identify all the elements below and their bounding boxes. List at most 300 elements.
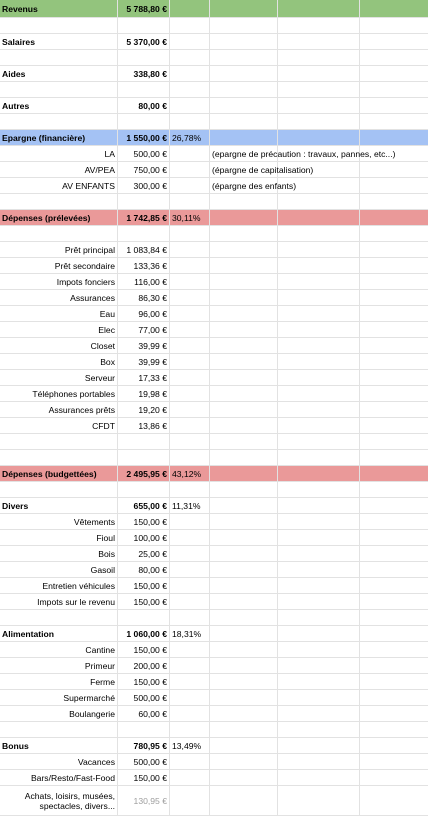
row-amount[interactable] bbox=[118, 338, 170, 353]
row-note[interactable] bbox=[210, 322, 278, 337]
row-label[interactable] bbox=[0, 114, 118, 129]
row-label[interactable] bbox=[0, 530, 118, 545]
row-note[interactable] bbox=[210, 498, 278, 513]
row-amount[interactable] bbox=[118, 66, 170, 81]
row-percentage[interactable] bbox=[170, 418, 210, 433]
empty-cell[interactable] bbox=[360, 690, 428, 705]
row-percentage[interactable] bbox=[170, 130, 210, 145]
empty-cell[interactable] bbox=[278, 34, 360, 49]
row-amount[interactable] bbox=[118, 194, 170, 209]
row-label[interactable] bbox=[0, 50, 118, 65]
row-label[interactable] bbox=[0, 626, 118, 641]
row-percentage[interactable] bbox=[170, 66, 210, 81]
empty-cell[interactable] bbox=[278, 290, 360, 305]
row-amount[interactable] bbox=[118, 754, 170, 769]
row-note[interactable] bbox=[210, 130, 278, 145]
row-note[interactable] bbox=[210, 18, 278, 33]
row-percentage[interactable] bbox=[170, 658, 210, 673]
row-percentage[interactable] bbox=[170, 210, 210, 225]
empty-cell[interactable] bbox=[278, 50, 360, 65]
row-amount[interactable] bbox=[118, 354, 170, 369]
row-note[interactable] bbox=[210, 274, 278, 289]
row-label[interactable] bbox=[0, 226, 118, 241]
row-label[interactable] bbox=[0, 738, 118, 753]
empty-cell[interactable] bbox=[278, 578, 360, 593]
row-note[interactable] bbox=[210, 514, 278, 529]
empty-cell[interactable] bbox=[278, 306, 360, 321]
row-label[interactable] bbox=[0, 706, 118, 721]
row-note[interactable] bbox=[210, 98, 278, 113]
empty-cell[interactable] bbox=[278, 706, 360, 721]
row-label[interactable] bbox=[0, 354, 118, 369]
row-amount[interactable] bbox=[118, 706, 170, 721]
empty-cell[interactable] bbox=[360, 66, 428, 81]
empty-cell[interactable] bbox=[278, 338, 360, 353]
empty-cell[interactable] bbox=[360, 466, 428, 481]
row-percentage[interactable] bbox=[170, 258, 210, 273]
empty-cell[interactable] bbox=[360, 514, 428, 529]
empty-cell[interactable] bbox=[278, 562, 360, 577]
row-amount[interactable] bbox=[118, 146, 170, 161]
row-label[interactable] bbox=[0, 498, 118, 513]
empty-cell[interactable] bbox=[360, 34, 428, 49]
row-note[interactable] bbox=[210, 690, 278, 705]
row-percentage[interactable] bbox=[170, 178, 210, 193]
row-percentage[interactable] bbox=[170, 306, 210, 321]
row-amount[interactable] bbox=[118, 306, 170, 321]
row-amount[interactable] bbox=[118, 530, 170, 545]
row-label[interactable] bbox=[0, 674, 118, 689]
empty-cell[interactable] bbox=[360, 722, 428, 737]
row-note[interactable] bbox=[210, 386, 278, 401]
row-note[interactable] bbox=[210, 210, 278, 225]
row-label[interactable] bbox=[0, 594, 118, 609]
empty-cell[interactable] bbox=[360, 290, 428, 305]
row-note[interactable] bbox=[210, 482, 278, 497]
empty-cell[interactable] bbox=[360, 594, 428, 609]
row-amount[interactable] bbox=[118, 258, 170, 273]
row-percentage[interactable] bbox=[170, 370, 210, 385]
row-label-text: Bois bbox=[98, 548, 115, 559]
row-note[interactable] bbox=[210, 786, 278, 815]
row-note[interactable] bbox=[210, 258, 278, 273]
empty-cell[interactable] bbox=[278, 386, 360, 401]
row-label[interactable] bbox=[0, 482, 118, 497]
row-note[interactable] bbox=[210, 658, 278, 673]
row-percentage[interactable] bbox=[170, 386, 210, 401]
empty-cell[interactable] bbox=[278, 66, 360, 81]
empty-cell[interactable] bbox=[360, 610, 428, 625]
empty-cell[interactable] bbox=[360, 242, 428, 257]
row-note[interactable] bbox=[210, 770, 278, 785]
row-note[interactable] bbox=[210, 562, 278, 577]
row-label[interactable] bbox=[0, 786, 118, 815]
row-note[interactable] bbox=[210, 402, 278, 417]
empty-cell[interactable] bbox=[360, 274, 428, 289]
row-label[interactable] bbox=[0, 0, 118, 17]
row-percentage[interactable] bbox=[170, 562, 210, 577]
row-percentage[interactable] bbox=[170, 434, 210, 449]
row-amount[interactable] bbox=[118, 386, 170, 401]
row-label[interactable] bbox=[0, 178, 118, 193]
empty-cell[interactable] bbox=[278, 242, 360, 257]
row-amount[interactable] bbox=[118, 642, 170, 657]
row-amount[interactable] bbox=[118, 18, 170, 33]
row-note[interactable] bbox=[210, 242, 278, 257]
empty-cell[interactable] bbox=[278, 514, 360, 529]
empty-cell[interactable] bbox=[278, 786, 360, 815]
row-percentage[interactable] bbox=[170, 450, 210, 465]
row-note[interactable] bbox=[210, 674, 278, 689]
empty-cell[interactable] bbox=[360, 738, 428, 753]
row-amount[interactable] bbox=[118, 402, 170, 417]
empty-cell[interactable] bbox=[278, 226, 360, 241]
empty-cell[interactable] bbox=[278, 274, 360, 289]
empty-cell[interactable] bbox=[278, 754, 360, 769]
row-percentage[interactable] bbox=[170, 194, 210, 209]
row-amount[interactable] bbox=[118, 738, 170, 753]
row-amount[interactable] bbox=[118, 114, 170, 129]
empty-cell[interactable] bbox=[360, 386, 428, 401]
row-note[interactable] bbox=[210, 530, 278, 545]
row-amount[interactable] bbox=[118, 50, 170, 65]
empty-cell[interactable] bbox=[278, 210, 360, 225]
empty-cell[interactable] bbox=[360, 82, 428, 97]
row-amount[interactable] bbox=[118, 594, 170, 609]
row-note[interactable] bbox=[210, 706, 278, 721]
row-percentage[interactable] bbox=[170, 242, 210, 257]
row-label[interactable] bbox=[0, 754, 118, 769]
row-amount[interactable] bbox=[118, 130, 170, 145]
row-note[interactable] bbox=[210, 194, 278, 209]
row-percentage[interactable] bbox=[170, 578, 210, 593]
empty-cell[interactable] bbox=[360, 402, 428, 417]
row-note[interactable] bbox=[210, 66, 278, 81]
empty-cell[interactable] bbox=[360, 546, 428, 561]
row-amount[interactable] bbox=[118, 370, 170, 385]
row-percentage[interactable] bbox=[170, 82, 210, 97]
row-label[interactable] bbox=[0, 402, 118, 417]
row-percentage[interactable] bbox=[170, 786, 210, 815]
empty-cell[interactable] bbox=[278, 690, 360, 705]
row-amount[interactable] bbox=[118, 34, 170, 49]
empty-cell[interactable] bbox=[278, 530, 360, 545]
row-note[interactable] bbox=[210, 354, 278, 369]
empty-cell[interactable] bbox=[360, 210, 428, 225]
row-amount[interactable] bbox=[118, 610, 170, 625]
row-percentage[interactable] bbox=[170, 114, 210, 129]
row-percentage[interactable] bbox=[170, 770, 210, 785]
row-percentage[interactable] bbox=[170, 626, 210, 641]
row-note[interactable] bbox=[210, 0, 278, 17]
row-percentage[interactable] bbox=[170, 402, 210, 417]
empty-cell[interactable] bbox=[360, 338, 428, 353]
row-label[interactable] bbox=[0, 98, 118, 113]
row-amount[interactable] bbox=[118, 626, 170, 641]
row-label[interactable] bbox=[0, 658, 118, 673]
row-label[interactable] bbox=[0, 194, 118, 209]
row-label[interactable] bbox=[0, 18, 118, 33]
empty-cell[interactable] bbox=[278, 98, 360, 113]
row-amount[interactable] bbox=[118, 674, 170, 689]
row-note[interactable] bbox=[210, 114, 278, 129]
row-amount[interactable] bbox=[118, 690, 170, 705]
empty-cell[interactable] bbox=[278, 594, 360, 609]
row-note[interactable] bbox=[210, 146, 396, 161]
empty-cell[interactable] bbox=[360, 354, 428, 369]
row-note[interactable] bbox=[210, 466, 278, 481]
row-note[interactable] bbox=[210, 370, 278, 385]
row-note[interactable] bbox=[210, 642, 278, 657]
row-note[interactable] bbox=[210, 754, 278, 769]
row-label[interactable] bbox=[0, 610, 118, 625]
row-label[interactable] bbox=[0, 386, 118, 401]
row-label[interactable] bbox=[0, 242, 118, 257]
empty-cell[interactable] bbox=[360, 754, 428, 769]
row-note[interactable] bbox=[210, 626, 278, 641]
row-amount[interactable] bbox=[118, 322, 170, 337]
empty-cell[interactable] bbox=[278, 402, 360, 417]
row-label[interactable] bbox=[0, 466, 118, 481]
row-percentage[interactable] bbox=[170, 706, 210, 721]
row-note[interactable] bbox=[210, 162, 314, 177]
row-amount[interactable] bbox=[118, 722, 170, 737]
empty-cell[interactable] bbox=[278, 0, 360, 17]
empty-cell[interactable] bbox=[360, 706, 428, 721]
row-note[interactable] bbox=[210, 34, 278, 49]
row-note[interactable] bbox=[210, 418, 278, 433]
row-amount[interactable] bbox=[118, 770, 170, 785]
empty-cell[interactable] bbox=[360, 642, 428, 657]
row-amount[interactable] bbox=[118, 658, 170, 673]
empty-cell[interactable] bbox=[360, 450, 428, 465]
row-percentage[interactable] bbox=[170, 674, 210, 689]
row-label[interactable] bbox=[0, 418, 118, 433]
empty-cell[interactable] bbox=[278, 626, 360, 641]
row-percentage[interactable] bbox=[170, 498, 210, 513]
empty-cell[interactable] bbox=[360, 674, 428, 689]
empty-cell[interactable] bbox=[360, 162, 428, 177]
row-amount[interactable] bbox=[118, 450, 170, 465]
row-percentage[interactable] bbox=[170, 610, 210, 625]
row-note[interactable] bbox=[210, 306, 278, 321]
row-amount[interactable] bbox=[118, 546, 170, 561]
row-percentage[interactable] bbox=[170, 290, 210, 305]
row-note[interactable] bbox=[210, 450, 278, 465]
row-percentage[interactable] bbox=[170, 530, 210, 545]
row-label[interactable] bbox=[0, 34, 118, 49]
empty-cell[interactable] bbox=[360, 322, 428, 337]
row-note[interactable] bbox=[210, 226, 278, 241]
row-percentage[interactable] bbox=[170, 98, 210, 113]
row-percentage[interactable] bbox=[170, 738, 210, 753]
empty-cell[interactable] bbox=[360, 226, 428, 241]
empty-cell[interactable] bbox=[278, 642, 360, 657]
row-label[interactable] bbox=[0, 306, 118, 321]
row-note[interactable] bbox=[210, 722, 278, 737]
row-percentage[interactable] bbox=[170, 338, 210, 353]
row-note[interactable] bbox=[210, 82, 278, 97]
row-label[interactable] bbox=[0, 578, 118, 593]
empty-cell[interactable] bbox=[360, 306, 428, 321]
row-amount[interactable] bbox=[118, 178, 170, 193]
row-label[interactable] bbox=[0, 162, 118, 177]
empty-cell[interactable] bbox=[360, 530, 428, 545]
empty-cell[interactable] bbox=[360, 626, 428, 641]
empty-cell[interactable] bbox=[360, 418, 428, 433]
row-amount[interactable] bbox=[118, 578, 170, 593]
row-amount[interactable] bbox=[118, 274, 170, 289]
empty-cell[interactable] bbox=[360, 130, 428, 145]
row-note[interactable] bbox=[210, 434, 278, 449]
empty-cell[interactable] bbox=[278, 322, 360, 337]
row-amount[interactable] bbox=[118, 210, 170, 225]
empty-cell[interactable] bbox=[278, 466, 360, 481]
row-label[interactable] bbox=[0, 562, 118, 577]
row-amount[interactable] bbox=[118, 98, 170, 113]
row-label[interactable] bbox=[0, 130, 118, 145]
row-label[interactable] bbox=[0, 690, 118, 705]
empty-cell[interactable] bbox=[360, 482, 428, 497]
row-note[interactable] bbox=[210, 610, 278, 625]
row-label[interactable] bbox=[0, 450, 118, 465]
row-amount[interactable] bbox=[118, 786, 170, 815]
row-percentage[interactable] bbox=[170, 546, 210, 561]
row-label[interactable] bbox=[0, 514, 118, 529]
row-amount[interactable] bbox=[118, 434, 170, 449]
empty-cell[interactable] bbox=[360, 258, 428, 273]
row-amount[interactable] bbox=[118, 498, 170, 513]
row-amount-text: 19,98 € bbox=[138, 388, 167, 399]
row-percentage[interactable] bbox=[170, 34, 210, 49]
empty-cell[interactable] bbox=[278, 434, 360, 449]
row-amount[interactable] bbox=[118, 514, 170, 529]
row-note[interactable] bbox=[210, 338, 278, 353]
empty-cell[interactable] bbox=[360, 50, 428, 65]
row-amount-text: 150,00 € bbox=[133, 580, 167, 591]
row-amount[interactable] bbox=[118, 418, 170, 433]
row-amount[interactable] bbox=[118, 162, 170, 177]
row-percentage[interactable] bbox=[170, 754, 210, 769]
row-amount[interactable] bbox=[118, 562, 170, 577]
row-percentage[interactable] bbox=[170, 274, 210, 289]
row-label[interactable] bbox=[0, 770, 118, 785]
row-label[interactable] bbox=[0, 370, 118, 385]
row-percentage[interactable] bbox=[170, 642, 210, 657]
row-percentage[interactable] bbox=[170, 146, 210, 161]
row-amount[interactable] bbox=[118, 242, 170, 257]
empty-cell[interactable] bbox=[360, 98, 428, 113]
row-percentage[interactable] bbox=[170, 0, 210, 17]
row-amount[interactable] bbox=[118, 0, 170, 17]
row-percentage[interactable] bbox=[170, 690, 210, 705]
empty-cell[interactable] bbox=[360, 562, 428, 577]
row-label[interactable] bbox=[0, 546, 118, 561]
row-amount[interactable] bbox=[118, 226, 170, 241]
empty-cell[interactable] bbox=[278, 738, 360, 753]
empty-cell[interactable] bbox=[360, 498, 428, 513]
empty-cell[interactable] bbox=[360, 770, 428, 785]
row-percentage[interactable] bbox=[170, 226, 210, 241]
empty-cell[interactable] bbox=[278, 418, 360, 433]
row-note[interactable] bbox=[210, 50, 278, 65]
row-note[interactable] bbox=[210, 178, 297, 193]
empty-cell[interactable] bbox=[278, 722, 360, 737]
empty-cell[interactable] bbox=[360, 434, 428, 449]
row-label[interactable] bbox=[0, 210, 118, 225]
row-percentage[interactable] bbox=[170, 722, 210, 737]
empty-cell[interactable] bbox=[360, 194, 428, 209]
empty-cell[interactable] bbox=[360, 658, 428, 673]
empty-cell[interactable] bbox=[278, 498, 360, 513]
row-amount[interactable] bbox=[118, 466, 170, 481]
row-note[interactable] bbox=[210, 290, 278, 305]
empty-cell[interactable] bbox=[278, 370, 360, 385]
row-percentage[interactable] bbox=[170, 514, 210, 529]
empty-cell[interactable] bbox=[360, 18, 428, 33]
row-percentage[interactable] bbox=[170, 354, 210, 369]
empty-cell[interactable] bbox=[360, 578, 428, 593]
row-note[interactable] bbox=[210, 738, 278, 753]
empty-cell[interactable] bbox=[278, 546, 360, 561]
row-label[interactable] bbox=[0, 434, 118, 449]
row-label[interactable] bbox=[0, 274, 118, 289]
empty-cell[interactable] bbox=[278, 658, 360, 673]
empty-cell[interactable] bbox=[278, 130, 360, 145]
row-percentage[interactable] bbox=[170, 594, 210, 609]
row-amount[interactable] bbox=[118, 482, 170, 497]
empty-cell[interactable] bbox=[278, 354, 360, 369]
row-percentage[interactable] bbox=[170, 482, 210, 497]
empty-cell[interactable] bbox=[360, 370, 428, 385]
row-amount[interactable] bbox=[118, 290, 170, 305]
row-label[interactable] bbox=[0, 66, 118, 81]
empty-cell[interactable] bbox=[278, 770, 360, 785]
row-label[interactable] bbox=[0, 722, 118, 737]
empty-cell[interactable] bbox=[278, 450, 360, 465]
row-label[interactable] bbox=[0, 290, 118, 305]
row-percentage[interactable] bbox=[170, 466, 210, 481]
empty-cell[interactable] bbox=[278, 482, 360, 497]
row-label[interactable] bbox=[0, 642, 118, 657]
empty-cell[interactable] bbox=[360, 178, 428, 193]
empty-cell[interactable] bbox=[278, 258, 360, 273]
row-label[interactable] bbox=[0, 258, 118, 273]
row-label[interactable] bbox=[0, 322, 118, 337]
row-percentage[interactable] bbox=[170, 162, 210, 177]
empty-cell[interactable] bbox=[278, 82, 360, 97]
empty-cell[interactable] bbox=[360, 114, 428, 129]
empty-cell[interactable] bbox=[278, 610, 360, 625]
row-note[interactable] bbox=[210, 578, 278, 593]
empty-cell[interactable] bbox=[278, 114, 360, 129]
row-label[interactable] bbox=[0, 146, 118, 161]
row-percentage[interactable] bbox=[170, 322, 210, 337]
empty-cell[interactable] bbox=[360, 786, 428, 815]
row-note[interactable] bbox=[210, 594, 278, 609]
row-label-text: Assurances prêts bbox=[48, 404, 115, 415]
empty-cell[interactable] bbox=[360, 0, 428, 17]
row-label[interactable] bbox=[0, 82, 118, 97]
row-note[interactable] bbox=[210, 546, 278, 561]
row-label[interactable] bbox=[0, 338, 118, 353]
row-percentage[interactable] bbox=[170, 50, 210, 65]
empty-cell[interactable] bbox=[278, 18, 360, 33]
empty-cell[interactable] bbox=[278, 674, 360, 689]
row-amount[interactable] bbox=[118, 82, 170, 97]
empty-cell[interactable] bbox=[278, 194, 360, 209]
row-percentage[interactable] bbox=[170, 18, 210, 33]
